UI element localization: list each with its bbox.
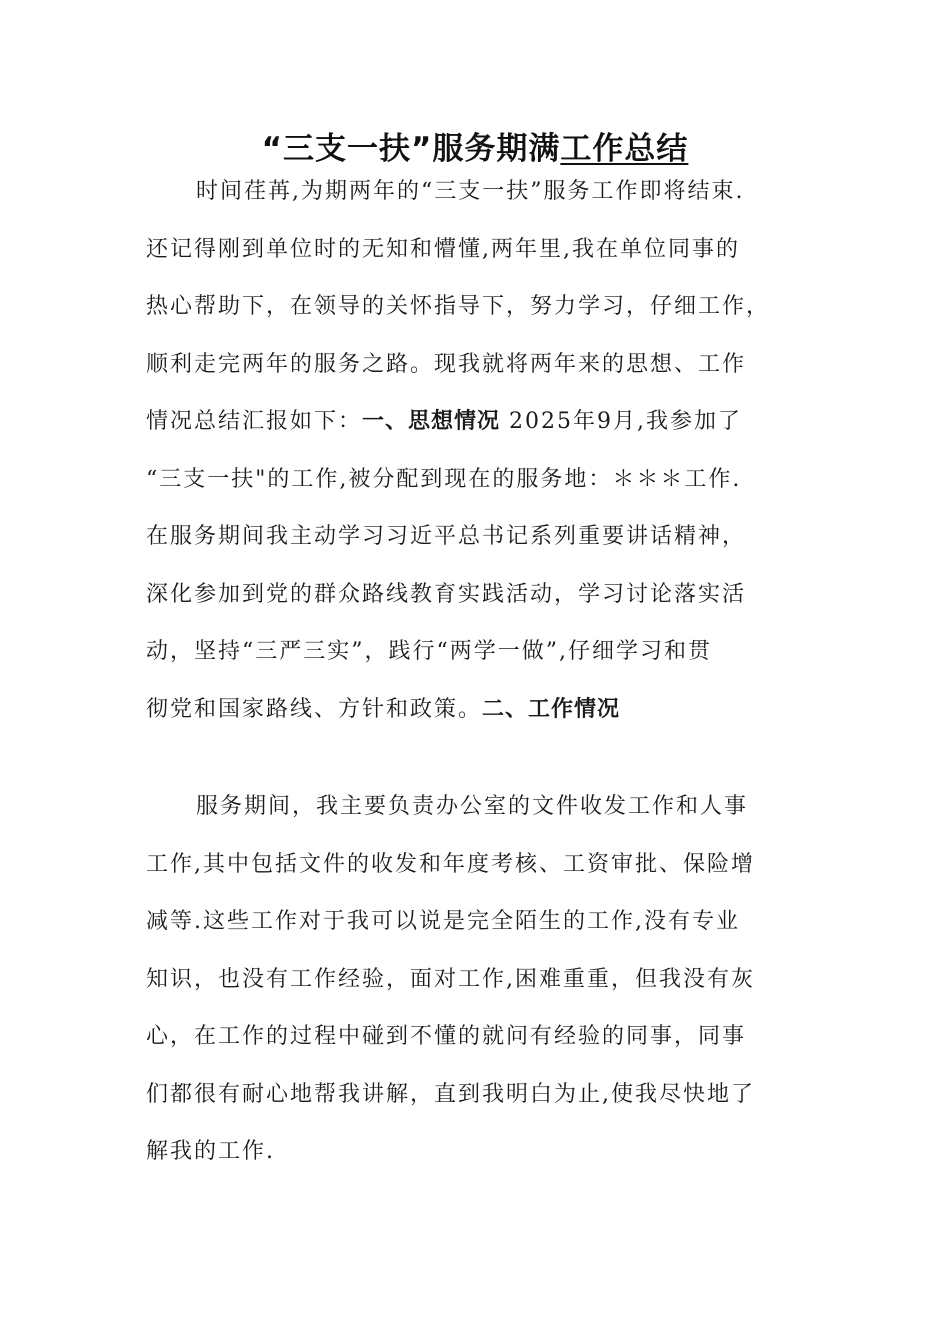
text-line: 服务期间，我主要负责办公室的文件收发工作和人事 — [196, 794, 749, 819]
paragraph-intro — [146, 163, 806, 738]
text-line: 动，坚持“三严三实”，践行“两学一做”,仔细学习和贯 — [146, 639, 712, 664]
text-line: 还记得刚到单位时的无知和懵懂,两年里,我在单位同事的 — [146, 236, 740, 262]
text-line: 时间荏苒,为期两年的“三支一扶”服务工作即将结束. — [196, 179, 745, 204]
text-line: 心，在工作的过程中碰到不懂的就问有经验的同事，同事 — [146, 1024, 747, 1049]
text-line: 解我的工作. — [146, 1139, 275, 1164]
text-segment: 2025年9月,我参加了 — [509, 409, 743, 434]
text-line: 深化参加到党的群众路线教育实践活动，学习讨论落实活 — [146, 581, 747, 607]
text-line: 工作,其中包括文件的收发和年度考核、工资审批、保险增 — [146, 851, 755, 877]
text-line-with-heading — [146, 393, 806, 451]
section-heading-thought: 一、思想情况 — [362, 409, 501, 434]
text-line: 热心帮助下，在领导的关怀指导下，努力学习，仔细工作， — [146, 294, 771, 319]
paragraph-work — [146, 778, 806, 1181]
text-line-with-heading — [146, 681, 806, 739]
text-line: 知识，也没有工作经验，面对工作,困难重重，但我没有灰 — [146, 966, 755, 992]
section-heading-work: 二、工作情况 — [482, 696, 621, 722]
text-line: 们都很有耐心地帮我讲解，直到我明白为止,使我尽快地了 — [146, 1081, 755, 1107]
text-line: 减等.这些工作对于我可以说是完全陌生的工作,没有专业 — [146, 909, 740, 934]
text-line: 顺利走完两年的服务之路。现我就将两年来的思想、工作 — [146, 351, 747, 377]
text-segment: 情况总结汇报如下： — [146, 409, 363, 434]
text-line: 在服务期间我主动学习习近平总书记系列重要讲话精神， — [146, 524, 747, 549]
text-line: “三支一扶"的工作,被分配到现在的服务地：＊＊＊工作. — [146, 466, 742, 492]
title-text: “三支一扶”服务期满 — [261, 131, 561, 167]
title-underlined-text: 工作总结 — [560, 131, 689, 167]
text-segment: 彻党和国家路线、方针和政策。 — [146, 696, 483, 722]
